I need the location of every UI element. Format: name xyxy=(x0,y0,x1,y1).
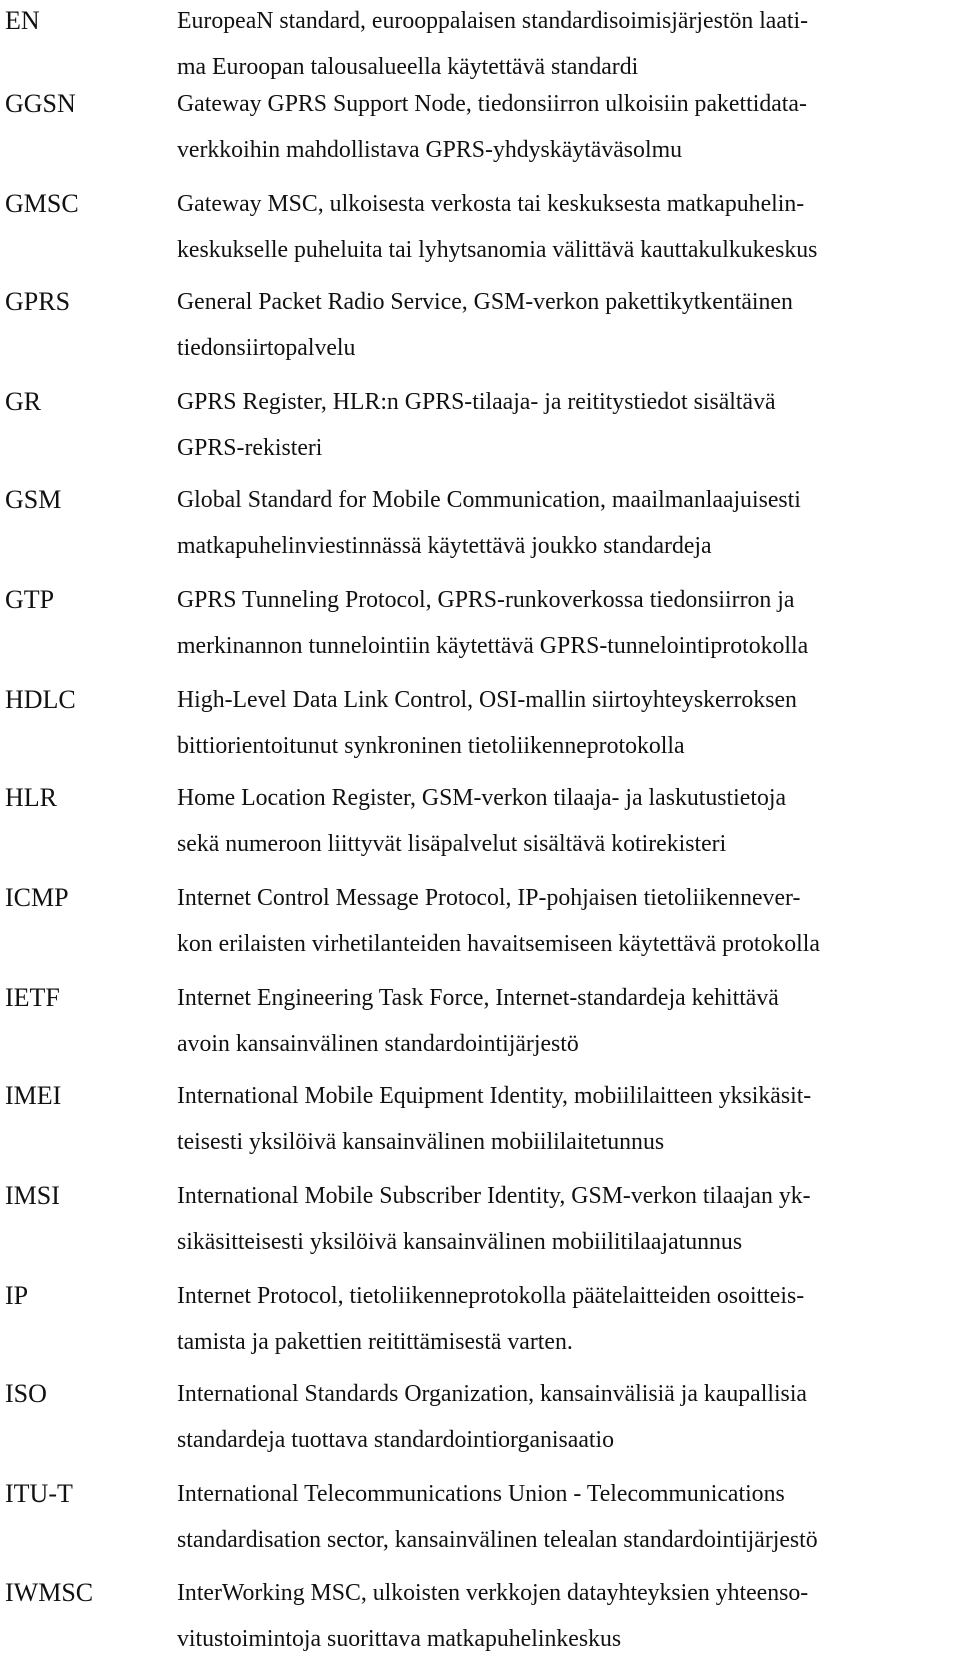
glossary-term: IETF xyxy=(5,983,60,1012)
glossary-term: ITU-T xyxy=(5,1479,73,1508)
glossary-definition: High-Level Data Link Control, OSI-mallin siirtoyhteyskerroksen bittiorientoitunut synkroninen tietoliikenneprotokolla xyxy=(177,687,797,759)
glossary-entry-hdlc xyxy=(0,677,960,769)
glossary-term: ISO xyxy=(5,1379,47,1408)
glossary-definition: International Mobile Equipment Identity, mobiililaitteen yksikäsit- teisesti yksilöivä kansainvälinen mobiililaitetunnus xyxy=(177,1083,812,1155)
glossary-entry-gprs xyxy=(0,279,960,371)
glossary-entry-gtp xyxy=(0,577,960,669)
glossary-definition: Internet Engineering Task Force, Internet-standardeja kehittävä avoin kansainvälinen standardointijärjestö xyxy=(177,985,779,1057)
glossary-term: HLR xyxy=(5,783,57,812)
glossary-entry-iso xyxy=(0,1371,960,1463)
glossary-definition: International Mobile Subscriber Identity, GSM-verkon tilaajan yk- sikäsitteisesti yksilöivä kansainvälinen mobiilitilaajatunnus xyxy=(177,1183,811,1255)
glossary-entry-ietf xyxy=(0,975,960,1067)
glossary-definition: International Standards Organization, kansainvälisiä ja kaupallisia standardeja tuottava standardointiorganisaatio xyxy=(177,1381,807,1453)
glossary-entry-en xyxy=(0,0,960,90)
glossary-definition: International Telecommunications Union - Telecommunications standardisation sector, kansainvälinen telealan standardointijärjestö xyxy=(177,1481,818,1553)
glossary-term: IMSI xyxy=(5,1181,60,1210)
glossary-definition: Internet Protocol, tietoliikenneprotokolla päätelaitteiden osoitteis- tamista ja pakettien reitittämisestä varten. xyxy=(177,1283,805,1355)
glossary-entry-hlr xyxy=(0,775,960,867)
glossary-entry-itu-t xyxy=(0,1471,960,1563)
glossary-entry-icmp xyxy=(0,875,960,967)
glossary-definition: EuropeaN standard, eurooppalaisen standardisoimisjärjestön laati- ma Euroopan talousalueella käytettävä standardi xyxy=(177,8,809,80)
glossary-term: EN xyxy=(5,6,40,35)
glossary-definition: Gateway MSC, ulkoisesta verkosta tai keskuksesta matkapuhelin- keskukselle puheluita tai lyhytsanomia välittävä kauttakulkukeskus xyxy=(177,191,818,263)
glossary-definition: GPRS Register, HLR:n GPRS-tilaaja- ja reititystiedot sisältävä GPRS-rekisteri xyxy=(177,389,776,461)
glossary-definition: Global Standard for Mobile Communication, maailmanlaajuisesti matkapuhelinviestinnässä käytettävä joukko standardeja xyxy=(177,487,801,559)
glossary-entry-iwmsc xyxy=(0,1570,960,1662)
glossary-definition: InterWorking MSC, ulkoisten verkkojen datayhteyksien yhteenso- vitustoimintoja suorittava matkapuhelinkeskus xyxy=(177,1580,809,1652)
glossary-entry-gsm xyxy=(0,477,960,569)
glossary-term: GMSC xyxy=(5,189,79,218)
glossary-term: GR xyxy=(5,387,42,416)
glossary-term: GGSN xyxy=(5,89,76,118)
glossary-entry-imsi xyxy=(0,1173,960,1265)
glossary-entry-ggsn xyxy=(0,81,960,173)
glossary-term: ICMP xyxy=(5,883,69,912)
glossary-definition: Internet Control Message Protocol, IP-pohjaisen tietoliikennever- kon erilaisten virhetilanteiden havaitsemiseen käytettävä protokolla xyxy=(177,885,820,957)
glossary-definition: Gateway GPRS Support Node, tiedonsiirron ulkoisiin pakettidata- verkkoihin mahdollistava GPRS-yhdyskäytäväsolmu xyxy=(177,91,807,163)
glossary-term: GSM xyxy=(5,485,62,514)
glossary-definition: GPRS Tunneling Protocol, GPRS-runkoverkossa tiedonsiirron ja merkinannon tunnelointiin käytettävä GPRS-tunnelointiprotokolla xyxy=(177,587,809,659)
glossary-term: HDLC xyxy=(5,685,76,714)
glossary-definition: Home Location Register, GSM-verkon tilaaja- ja laskutustietoja sekä numeroon liittyvät lisäpalvelut sisältävä kotirekisteri xyxy=(177,785,787,857)
glossary-term: IP xyxy=(5,1281,29,1310)
glossary-term: GPRS xyxy=(5,287,71,316)
glossary-definition: General Packet Radio Service, GSM-verkon pakettikytkentäinen tiedonsiirtopalvelu xyxy=(177,289,793,361)
glossary-term: IWMSC xyxy=(5,1578,94,1607)
glossary-entry-gmsc xyxy=(0,181,960,273)
glossary-entry-gr xyxy=(0,379,960,471)
glossary-entry-ip xyxy=(0,1273,960,1365)
glossary-term: GTP xyxy=(5,585,55,614)
glossary-entry-imei xyxy=(0,1073,960,1165)
glossary-term: IMEI xyxy=(5,1081,62,1110)
